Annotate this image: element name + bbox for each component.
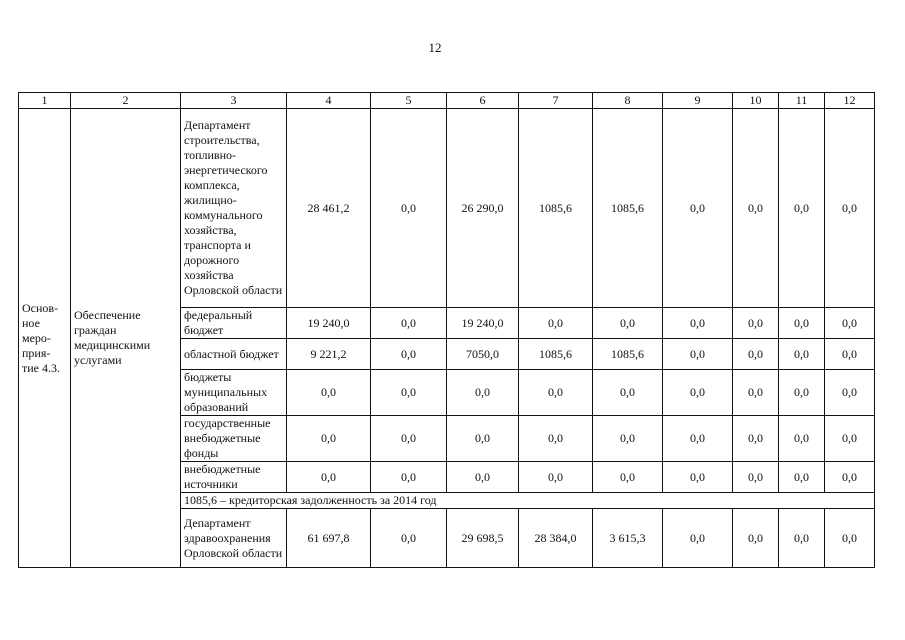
value-cell: 29 698,5 xyxy=(447,509,519,568)
budget-table xyxy=(18,92,875,568)
row-label: Департамент строительства, топливно-энергетического комплекса, жилищно-коммунального хозяйства, транспорта и дорожного хозяйства Орловской области xyxy=(181,109,287,308)
value-cell: 1085,6 xyxy=(593,109,663,308)
value-cell: 0,0 xyxy=(733,109,779,308)
value-cell: 9 221,2 xyxy=(287,339,371,370)
value-cell: 0,0 xyxy=(825,308,875,339)
value-cell: 0,0 xyxy=(663,416,733,462)
value-cell: 0,0 xyxy=(779,462,825,493)
header-cell: 11 xyxy=(779,93,825,109)
value-cell: 0,0 xyxy=(371,416,447,462)
row-label: федеральный бюджет xyxy=(181,308,287,339)
header-cell: 4 xyxy=(287,93,371,109)
measure-name: Основ-ное меро-прия-тие 4.3. xyxy=(19,109,71,568)
value-cell: 0,0 xyxy=(825,370,875,416)
value-cell: 7050,0 xyxy=(447,339,519,370)
value-cell: 0,0 xyxy=(663,370,733,416)
value-cell: 28 384,0 xyxy=(519,509,593,568)
value-cell: 1085,6 xyxy=(519,339,593,370)
value-cell: 0,0 xyxy=(779,339,825,370)
value-cell: 0,0 xyxy=(371,308,447,339)
header-cell: 12 xyxy=(825,93,875,109)
header-cell: 3 xyxy=(181,93,287,109)
value-cell: 0,0 xyxy=(779,509,825,568)
value-cell: 0,0 xyxy=(663,509,733,568)
value-cell: 0,0 xyxy=(663,109,733,308)
value-cell: 0,0 xyxy=(519,462,593,493)
header-cell: 7 xyxy=(519,93,593,109)
value-cell: 0,0 xyxy=(593,462,663,493)
value-cell: 1085,6 xyxy=(593,339,663,370)
note-text: 1085,6 – кредиторская задолженность за 2014 год xyxy=(181,493,875,509)
header-cell: 5 xyxy=(371,93,447,109)
value-cell: 0,0 xyxy=(447,462,519,493)
row-label: государственные внебюджетные фонды xyxy=(181,416,287,462)
row-label: внебюджетные источники xyxy=(181,462,287,493)
table-row xyxy=(19,109,875,308)
value-cell: 0,0 xyxy=(825,339,875,370)
value-cell: 0,0 xyxy=(733,462,779,493)
value-cell: 61 697,8 xyxy=(287,509,371,568)
value-cell: 0,0 xyxy=(825,462,875,493)
row-label: бюджеты муниципальных образований xyxy=(181,370,287,416)
row-label: Департамент здравоохранения Орловской области xyxy=(181,509,287,568)
value-cell: 0,0 xyxy=(593,308,663,339)
value-cell: 0,0 xyxy=(447,416,519,462)
value-cell: 0,0 xyxy=(733,339,779,370)
header-cell: 1 xyxy=(19,93,71,109)
value-cell: 0,0 xyxy=(779,416,825,462)
value-cell: 0,0 xyxy=(593,416,663,462)
value-cell: 0,0 xyxy=(287,416,371,462)
value-cell: 0,0 xyxy=(447,370,519,416)
header-cell: 9 xyxy=(663,93,733,109)
value-cell: 0,0 xyxy=(371,370,447,416)
value-cell: 0,0 xyxy=(371,509,447,568)
value-cell: 1085,6 xyxy=(519,109,593,308)
header-cell: 6 xyxy=(447,93,519,109)
value-cell: 0,0 xyxy=(593,370,663,416)
value-cell: 0,0 xyxy=(733,509,779,568)
value-cell: 0,0 xyxy=(371,339,447,370)
value-cell: 3 615,3 xyxy=(593,509,663,568)
value-cell: 0,0 xyxy=(779,370,825,416)
header-row xyxy=(19,93,875,109)
value-cell: 0,0 xyxy=(663,308,733,339)
value-cell: 0,0 xyxy=(371,109,447,308)
value-cell: 0,0 xyxy=(733,370,779,416)
value-cell: 0,0 xyxy=(663,462,733,493)
value-cell: 0,0 xyxy=(733,416,779,462)
value-cell: 28 461,2 xyxy=(287,109,371,308)
header-cell: 2 xyxy=(71,93,181,109)
value-cell: 26 290,0 xyxy=(447,109,519,308)
value-cell: 0,0 xyxy=(519,370,593,416)
value-cell: 0,0 xyxy=(519,416,593,462)
value-cell: 0,0 xyxy=(663,339,733,370)
value-cell: 0,0 xyxy=(519,308,593,339)
value-cell: 0,0 xyxy=(371,462,447,493)
value-cell: 0,0 xyxy=(825,509,875,568)
value-cell: 0,0 xyxy=(287,462,371,493)
value-cell: 0,0 xyxy=(287,370,371,416)
value-cell: 0,0 xyxy=(733,308,779,339)
header-cell: 10 xyxy=(733,93,779,109)
value-cell: 19 240,0 xyxy=(287,308,371,339)
header-cell: 8 xyxy=(593,93,663,109)
value-cell: 0,0 xyxy=(779,308,825,339)
value-cell: 19 240,0 xyxy=(447,308,519,339)
value-cell: 0,0 xyxy=(825,109,875,308)
value-cell: 0,0 xyxy=(779,109,825,308)
value-cell: 0,0 xyxy=(825,416,875,462)
measure-description: Обеспечение граждан медицинскими услугами xyxy=(71,109,181,568)
page-number: 12 xyxy=(428,40,442,55)
row-label: областной бюджет xyxy=(181,339,287,370)
